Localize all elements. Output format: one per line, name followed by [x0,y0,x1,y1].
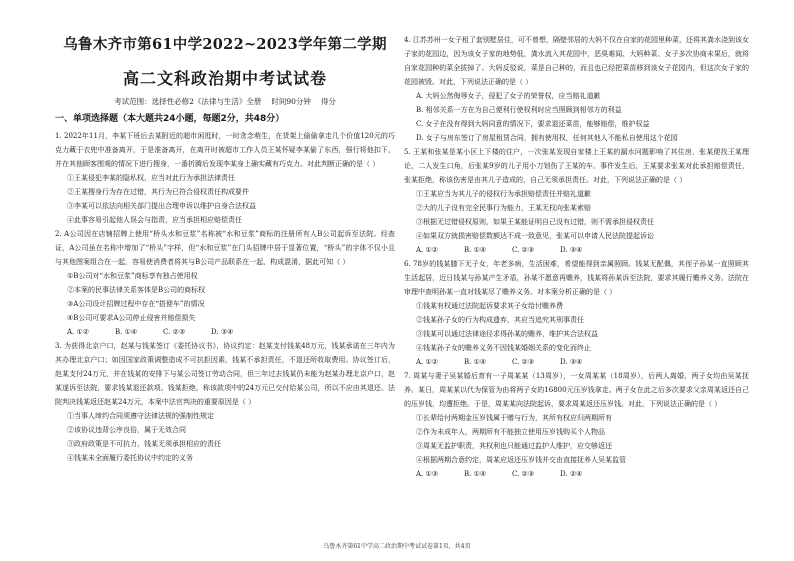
exam-title-line2: 高二文科政治期中考试试卷 [122,69,327,88]
question-option: ①王某侵犯李某的隐私权，应当对此行为承担法律责任 [67,174,235,182]
question-option: ③李某可以依法向相关部门提出合理申诉以维护自身合法权益 [67,202,256,210]
answer-choice: B. ①④ [464,246,487,254]
question-stem: 5. 王某和张某是某小区上下楼的住户，一次张某发现自家楼上王某的漏水问题影响了其住房，张某便找王某理论，二人发生口角，后张某9岁的儿子用小刀划伤了王某的车。事件发生后，王某要求张某对此承担赔偿责任，张某拒绝，称该伤害是由其儿子造成的，自己无须承担责任。对此，下列说法正确的是（ ） [404,148,749,184]
question-stem: 4. 江苏苏州一女子租了套别墅居住，可不曾想，隔壁邻居的大妈不仅在自家的花园里种菜，还将其粪水浇到该女子家的花园边，因为该女子家的地势低，粪水流入其花园中，恶臭难闻、大妈种菜、女子多次协商未果后，就将自家花园种的菜全拔掉了。大妈反驳说，菜是自己种的，而且也已经把菜苗移到该女子花园内，但这次女子家的花园被毁。对此，下列说法正确的是（ ） [404,36,749,86]
question-option: ④B公司可要求A公司停止侵害并赔偿损失 [67,314,196,322]
answer-choice: A. ①② [416,358,439,366]
question-stem: 2. A公司因在店铺招牌上使用“桥头水和豆浆”名称被“水和豆浆”商标的注册所有人B公司起诉至法院。经查证，A公司虽在名称中增加了“桥头”字样，但“水和豆浆”在门头招牌中居于显著位置，“桥头”的字体不仅小且与其他图案组合在一起，容易使消费者将其与B公司产品联系在一起，构成混淆，据此可知（ ） [55,230,395,266]
answer-choice: D. ②④ [560,470,583,478]
answer-choice: D. ③④ [560,246,583,254]
question-stem: 6. 78岁的钱某膝下无子女，年老多病，生活困难，希望能得到亲属照顾。钱某无配偶，其侄子孙某一直照顾其生活起居，近日钱某与孙某产生矛盾，孙某不愿意再赡养，钱某将孙某诉至法院，要求其履行赡养义务。法院在审理中查明孙某一直对钱某尽了赡养义务。对本案分析正确的是（ ） [404,260,749,296]
answer-choice: D. ③④ [211,328,234,336]
question-option: ②大的儿子没有完全民事行为能力，王某无权向张某索赔 [416,204,591,212]
answer-choice: C. ②③ [512,470,535,478]
page-footer: 乌鲁木齐第61中学高二政治期中考试试卷第1页，共4页 [323,543,471,550]
question-option: ①B公司对“水和豆浆”商标享有独占使用权 [67,272,198,280]
answer-choices [404,467,749,481]
exam-time: 时间90分钟 [271,97,311,106]
question-option: ④如果双方就损害赔偿数额达不成一致意见，张某可以申请人民法院提起诉讼 [416,232,654,240]
answer-choice: C. ②③ [163,328,186,336]
question-option: ②该协议违背公序良俗，属于无效合同 [67,426,186,434]
answer-choice: A. ①② [67,328,90,336]
answer-choice: C. ②③ [512,358,535,366]
answer-choices [55,325,395,339]
question-option: ②作为未成年人，两期所有不能独立使用压岁钱购买个人物品 [416,428,605,436]
answer-choice: B. ①④ [464,470,487,478]
question-option: ①钱某有权通过法院起诉要求其子女给付赡养费 [416,302,563,310]
right-column [404,0,749,540]
question-stem: 1. 2022年11月，李某下班后去某附近的超市闲逛时，一时贪念萌生，在货架上偷偷拿走几个价值120元的巧克力藏于衣兜中准备离开，于是准备离开，在离开时被超市工作人员王某怀疑李某偷了东西，强行将他扣下，并在其他顾客围观的情况下进行搜身，一番折腾后发现李某身上确实藏有巧克力。对此判断正确的是（ ） [55,132,395,168]
section-heading: 一、单项选择题（本大题共24小题，每题2分，共48分） [55,114,285,124]
question-option: ③政府政策是不可抗力，钱某无须承担相应的责任 [67,440,221,448]
answer-choices [404,243,749,257]
answer-choice: A. ①③ [416,470,439,478]
question-list-right [404,33,749,481]
question-option: ④此事容易引起他人误会与指责，应当承担相应赔偿责任 [67,216,242,224]
exam-meta [55,96,395,107]
question-option: ③根据无过错侵权原则，如果王某能证明自己没有过错，则不需承担侵权责任 [416,218,654,226]
exam-score-label: 得分 [320,97,336,106]
question-option: D. 女子与房东签订了房屋租赁合同，拥有使用权，任何其他人不能私自使用这个花园 [416,134,678,142]
question-option: C. 女子在没有得到大妈同意的情况下，要求退还菜苗，能够赔偿，维护权益 [416,120,650,128]
answer-choice: B. ①④ [464,358,487,366]
exam-title-line1: 乌鲁木齐市第61中学2022~2023学年第二学期 [63,36,387,53]
question-option: ③周某无监护职责，其权利也只能通过监护人维护，应交够返还 [416,442,612,450]
question-option: ②王某搜身行为存在过错，其行为已符合侵权责任构成要件 [67,188,249,196]
question-option: ③钱某可以通过法律途径求得孙某的赡养，维护其合法权益 [416,330,598,338]
question-option: ③A公司设计招牌过程中存在“搭便车”的情况 [67,300,205,308]
question-option: ①当事人缔约合同须遵守法律法规的强制性规定 [67,412,214,420]
question-list-left [55,129,395,465]
question-option: ①长辈给付两期金压岁钱属于赠与行为，其所有权应归两期所有 [416,414,612,422]
answer-choices [404,355,749,369]
question-option: ④根据两期合意约定，周某应返还压岁钱并交由直接抚养人吴某监管 [416,456,626,464]
answer-choice: A. ①② [416,246,439,254]
question-option: ①王某应当为其儿子的侵权行为承担赔偿责任并赔礼道歉 [416,190,591,198]
answer-choice: C. ②③ [512,246,535,254]
question-option: ②本案的民事法律关系客体是B公司的商标权 [67,286,206,294]
question-option: ②钱某孙子女的行为构成遗弃，其应当追究其刑事责任 [416,316,584,324]
question-option: ④钱某孙子女的赡养义务不因钱某婚姻关系的变化而终止 [416,344,591,352]
left-column [55,0,395,540]
question-option: B. 相邻关系一方在为自己便利行使权利时应当照顾到相邻方的利益 [416,106,622,114]
question-stem: 7. 周某与妻子吴某婚后育有一子周某某（13周岁），一女周某某（18周岁），后两人离婚，两子女均由吴某抚养。某日，周某某以代为保管为由将两子女的16800元压岁钱拿走。两子女在此之后多次要求父亲周某返还自己的压岁钱，均遭拒绝。于是，周某某向法院起诉，要求周某返还压岁钱。对此，下列说法正确的是（ ） [404,372,749,408]
exam-scope: 考试范围：选择性必修2《法律与生活》全册 [114,97,262,106]
question-stem: 3. 为获得北京户口，赵某与钱某签订《委托协议书》，协议约定：赵某支付钱某48万元，钱某承诺在三年内为其办理北京户口；如因国家政策调整造成不可抗拒因素，钱某不承担责任，不退还所收取费用。协议签订后，赵某支付24万元，并在钱某的安排下与某公司签订劳动合同，但三年过去钱某仍未能为赵某办理北京户口，赵某遂诉至法院，要求钱某退还款项。钱某拒绝，称该款项中的24万元已交付给某公司，所以不应由其退还。法院判决钱某返还赵某24万元，本案中法官判决的重要原因是（ ） [55,342,395,406]
question-option: A. 大妈公然侮辱女子，侵犯了女子的荣誉权，应当赔礼道歉 [416,92,601,100]
question-option: ④钱某未全面履行委托协议中约定的义务 [67,454,193,462]
answer-choice: D. ③④ [560,358,583,366]
answer-choice: B. ①④ [115,328,138,336]
